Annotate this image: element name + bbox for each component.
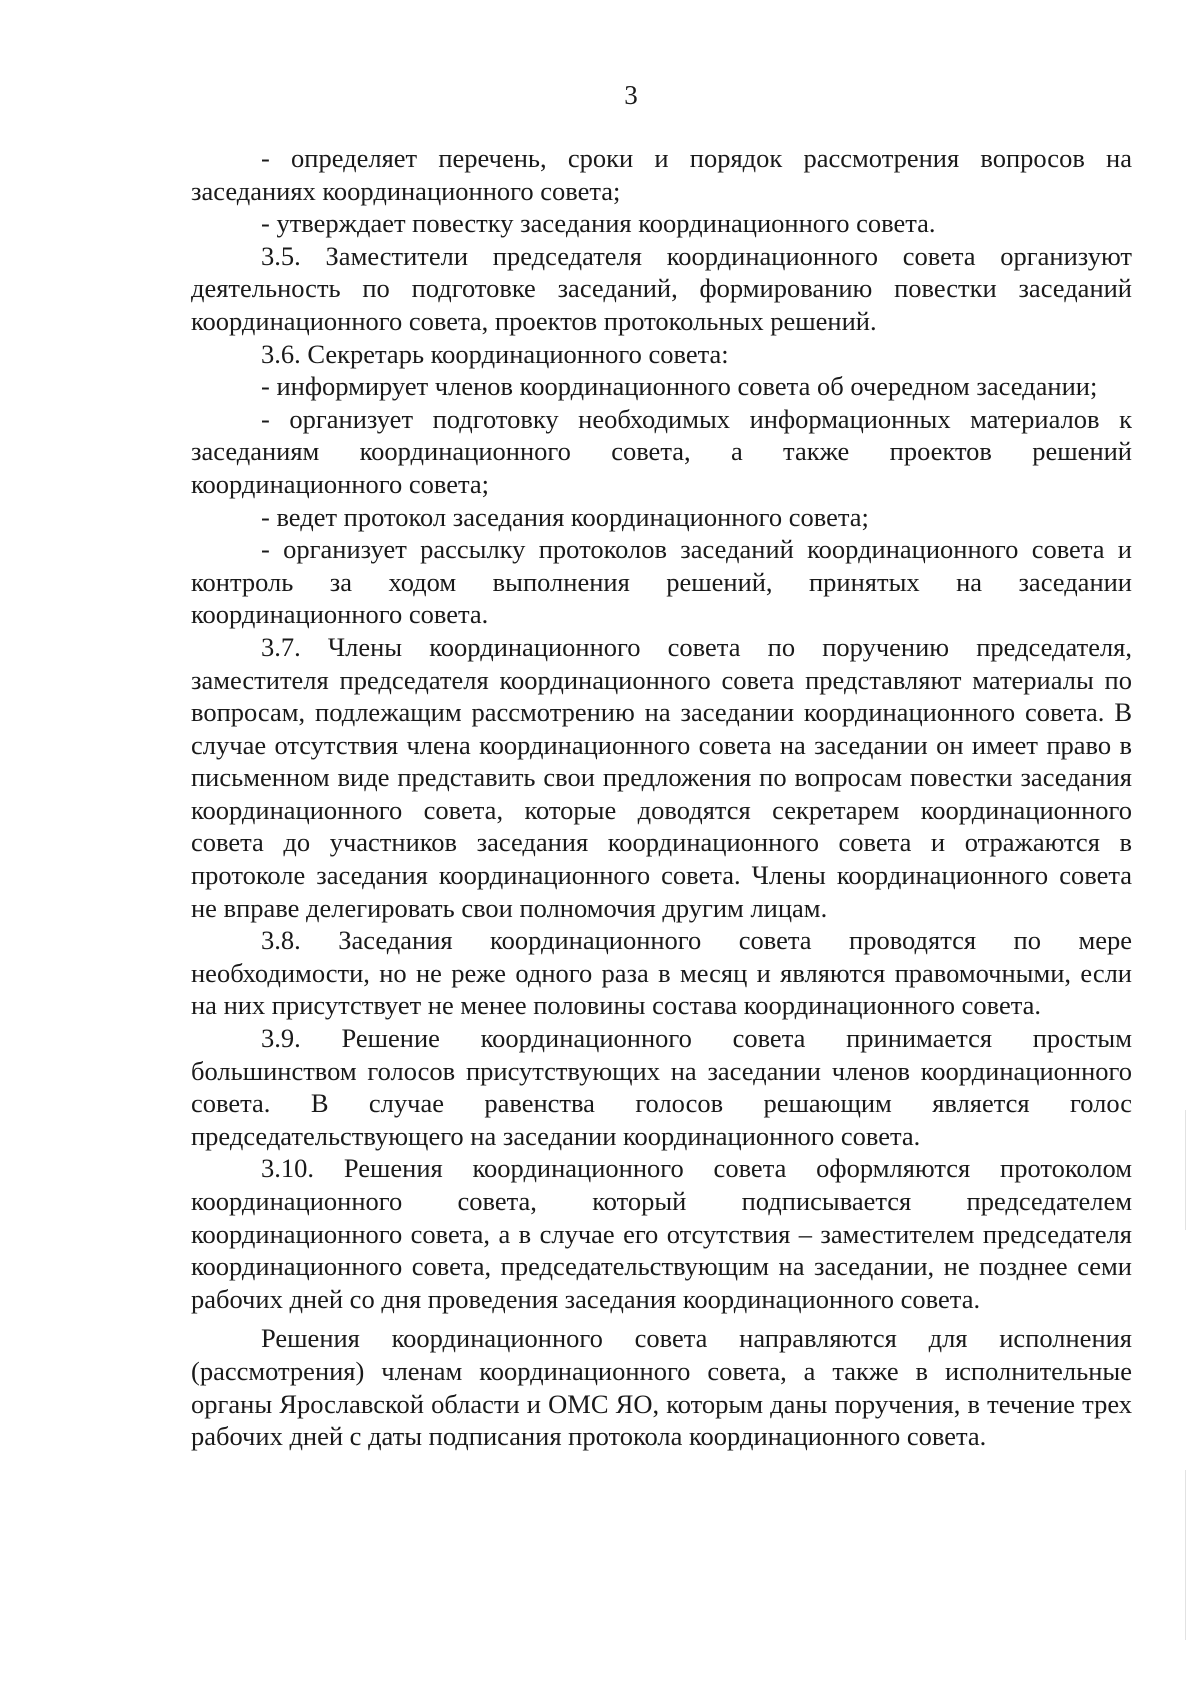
paragraph-clause-3-9: 3.9. Решение координационного совета принимается простым большинством голосов присутствующих на заседании членов координационного совета. В случае равенства голосов решающим является голос председательствующего на заседании координационного совета. bbox=[191, 1023, 1132, 1151]
paragraph-list-item: - информирует членов координационного совета об очередном заседании; bbox=[261, 371, 1098, 402]
page-number: 3 bbox=[624, 80, 638, 110]
paragraph-clause-3-6: 3.6. Секретарь координационного совета: bbox=[261, 338, 729, 369]
paragraph-clause-3-5: 3.5. Заместители председателя координационного совета организуют деятельность по подготовке заседаний, формированию повестки заседаний координационного совета, проектов протокольных решений. bbox=[191, 240, 1132, 336]
document-body bbox=[191, 142, 1132, 1453]
paragraph-list-item: - организует рассылку протоколов заседаний координационного совета и контроль за ходом выполнения решений, принятых на заседании координационного совета. bbox=[191, 534, 1132, 630]
paragraph-list-item: - определяет перечень, сроки и порядок рассмотрения вопросов на заседаниях координационного совета; bbox=[191, 143, 1132, 206]
paragraph-clause-3-8: 3.8. Заседания координационного совета проводятся по мере необходимости, но не реже одного раза в месяц и являются правомочными, если на них присутствует не менее половины состава координационного совета. bbox=[191, 925, 1132, 1021]
scan-edge-mark bbox=[1185, 1470, 1186, 1640]
paragraph-list-item: - ведет протокол заседания координационного совета; bbox=[261, 501, 869, 532]
paragraph-clause-3-10: 3.10. Решения координационного совета оформляются протоколом координационного совета, который подписывается председателем координационного совета, а в случае его отсутствия – заместителем председателя координационного совета, председательствующим на заседании, не позднее семи рабочих дней со дня проведения заседания координационного совета. bbox=[191, 1153, 1132, 1314]
scan-edge-mark bbox=[1185, 1110, 1186, 1230]
paragraph-clause-3-7: 3.7. Члены координационного совета по поручению председателя, заместителя председателя координационного совета представляют материалы по вопросам, подлежащим рассмотрению на заседании координационного совета. В случае отсутствия члена координационного совета на заседании он имеет право в письменном виде представить свои предложения по вопросам повестки заседания координационного совета, которые доводятся секретарем координационного совета до участников заседания координационного совета и отражаются в протоколе заседания координационного совета. Члены координационного совета не вправе делегировать свои полномочия другим лицам. bbox=[191, 631, 1132, 923]
paragraph-decisions: Решения координационного совета направляются для исполнения (рассмотрения) членам координационного совета, а также в исполнительные органы Ярославской области и ОМС ЯО, которым даны поручения, в течение трех рабочих дней с даты подписания протокола координационного совета. bbox=[191, 1323, 1132, 1452]
paragraph-list-item: - организует подготовку необходимых информационных материалов к заседаниям координационного совета, а также проектов решений координационного совета; bbox=[191, 403, 1132, 499]
paragraph-list-item: - утверждает повестку заседания координационного совета. bbox=[261, 208, 936, 239]
